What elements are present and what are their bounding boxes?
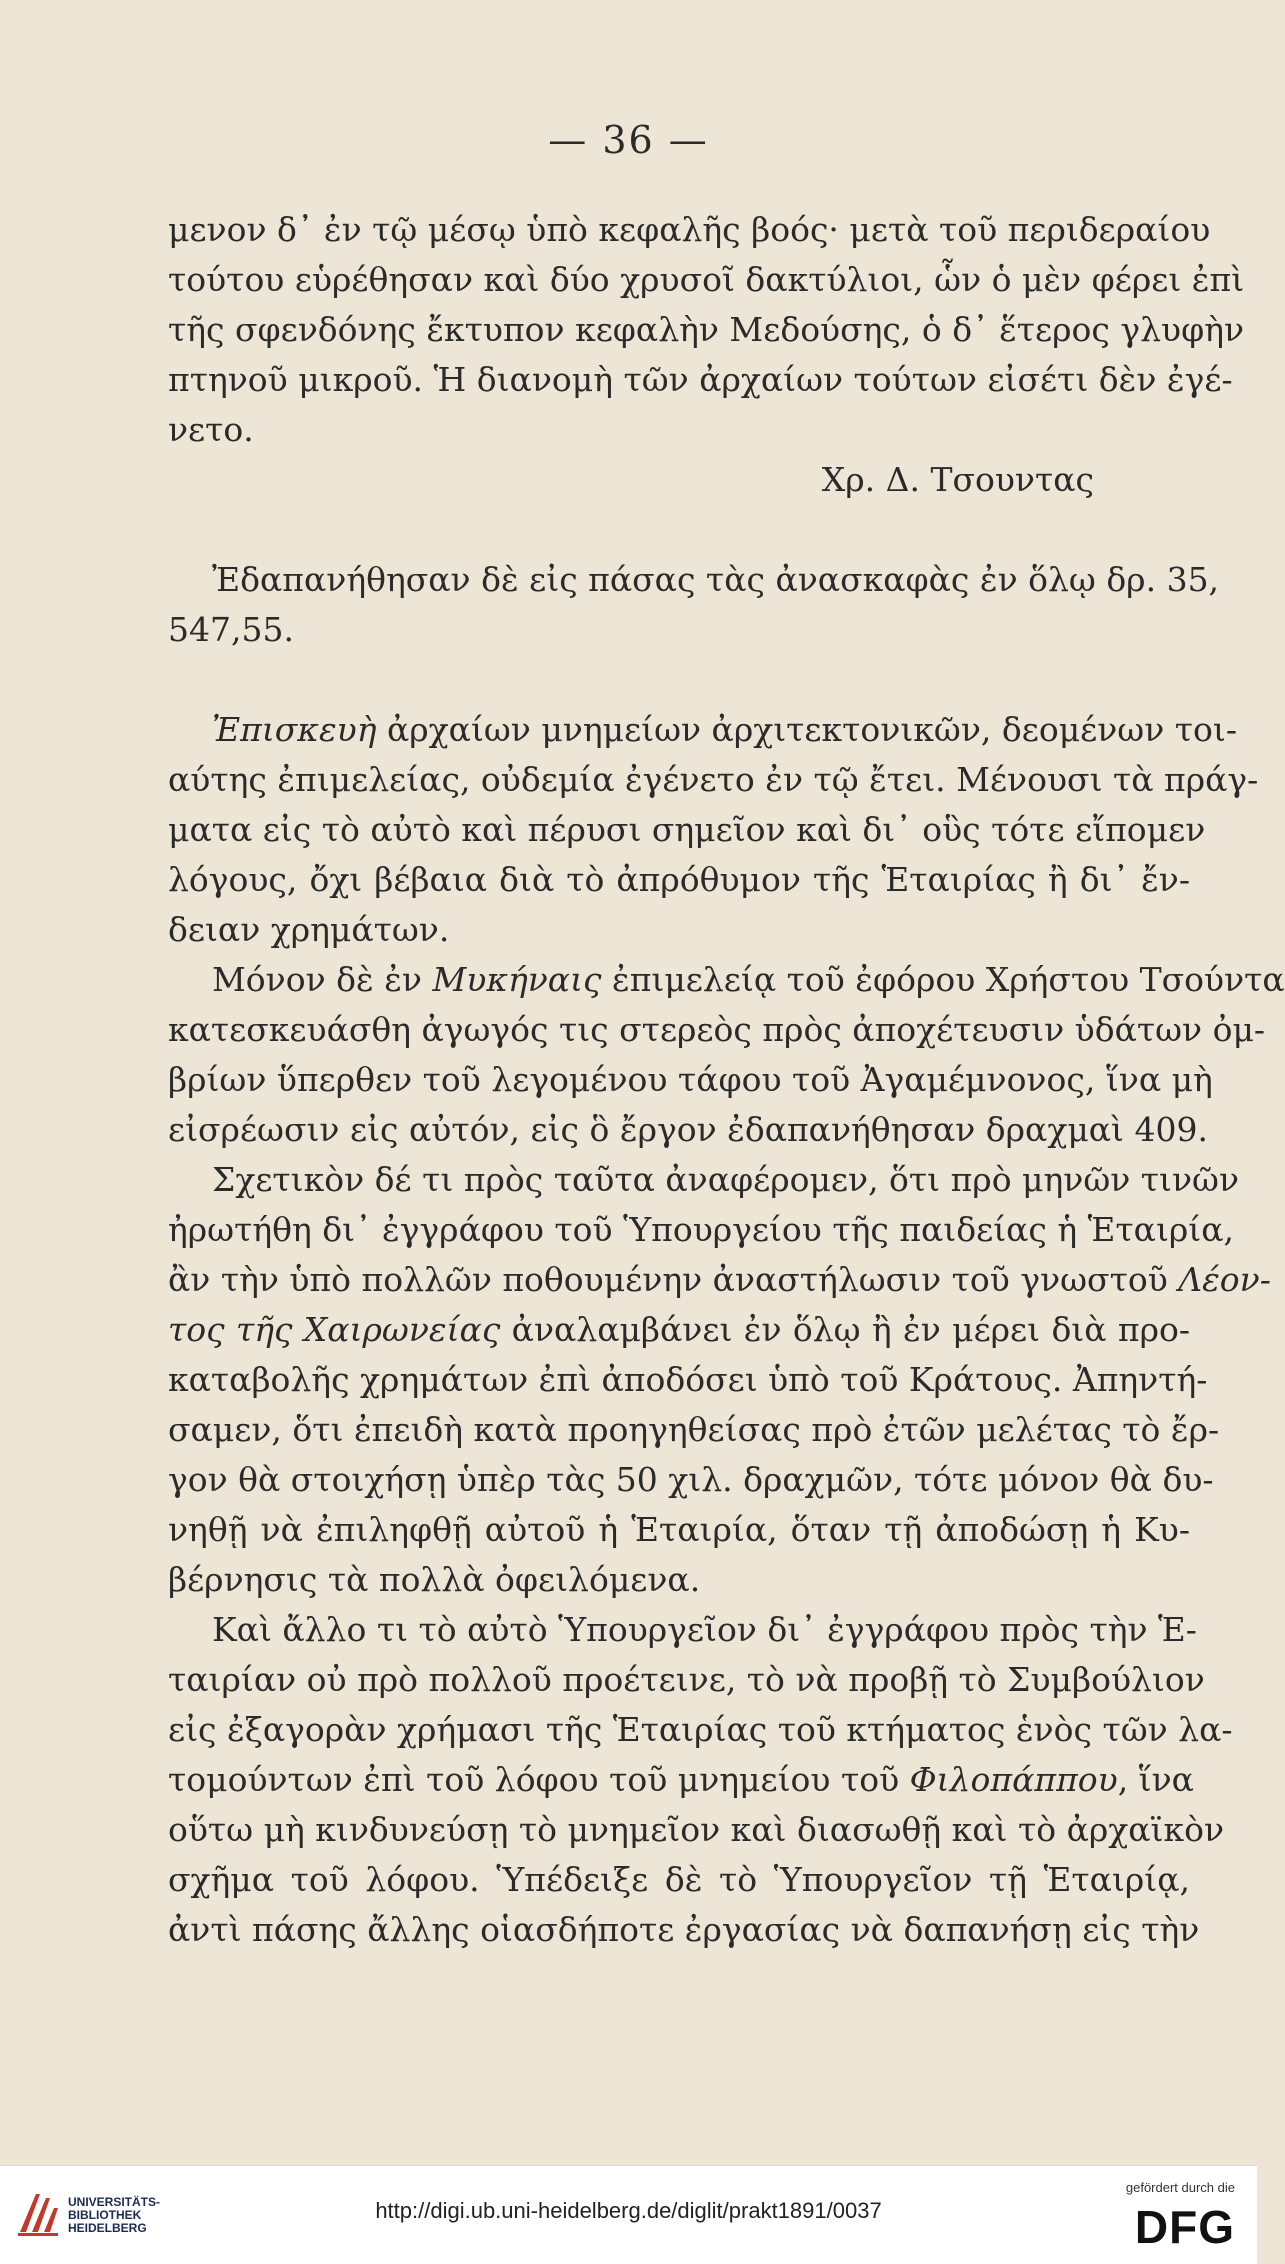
text-line: σαμεν, ὅτι ἐπειδὴ κατὰ προηγηθείσας πρὸ ἐτῶν μελέτας τὸ ἔρ- <box>168 1410 1220 1449</box>
text-line: πτηνοῦ μικροῦ. Ἡ διανομὴ τῶν ἀρχαίων τούτων εἰσέτι δὲν ἐγέ- <box>168 360 1233 399</box>
italic-term: τος τῆς Χαιρωνείας <box>168 1310 501 1349</box>
text-line: βρίων ὕπερθεν τοῦ λεγομένου τάφου τοῦ Ἀγαμέμνονος, ἵνα μὴ <box>168 1060 1213 1099</box>
text-line: μενον δ᾽ ἐν τῷ μέσῳ ὑπὸ κεφαλῆς βοός· μετὰ τοῦ περιδεραίου <box>168 210 1211 249</box>
italic-term: Λέον- <box>1178 1260 1271 1299</box>
text-line: λόγους, ὄχι βέβαια διὰ τὸ ἀπρόθυμον τῆς Ἑταιρίας ἢ δι᾽ ἔν- <box>168 860 1190 899</box>
text-line: ἀντὶ πάσης ἄλλης οἱασδήποτε ἐργασίας νὰ δαπανήσῃ εἰς τὴν <box>168 1910 1200 1949</box>
blank-line <box>168 505 1190 555</box>
text-run: ἀρχαίων μνημείων ἀρχιτεκτονικῶν, δεομένων τοι- <box>376 710 1237 749</box>
text-line: εἰς ἐξαγορὰν χρήμασι τῆς Ἑταιρίας τοῦ κτήματος ἑνὸς τῶν λα- <box>168 1710 1233 1749</box>
text-line: 547,55. <box>168 610 294 649</box>
source-url-link[interactable]: http://digi.ub.uni-heidelberg.de/diglit/prakt1891/0037 <box>375 2198 882 2223</box>
text-run: ἐπιμελείᾳ τοῦ ἐφόρου Χρήστου Τσούντα <box>601 960 1285 999</box>
text-line <box>168 955 1285 1005</box>
footer-bar <box>0 2165 1257 2264</box>
text-line <box>168 705 1237 755</box>
page-number: — 36 — <box>548 118 709 162</box>
institution-line: HEIDELBERG <box>68 2221 147 2235</box>
author-signature: Χρ. Δ. Τσουντας <box>821 460 1094 499</box>
blank-line <box>168 655 1190 705</box>
text-run: ἂν τὴν ὑπὸ πολλῶν ποθουμένην ἀναστήλωσιν τοῦ γνωστοῦ <box>168 1260 1179 1299</box>
text-line: καταβολῆς χρημάτων ἐπὶ ἀποδόσει ὑπὸ τοῦ Κράτους. Ἀπηντή- <box>168 1360 1208 1399</box>
text-line: δειαν χρημάτων. <box>168 910 450 949</box>
text-line: εἰσρέωσιν εἰς αὐτόν, εἰς ὃ ἔργον ἐδαπανήθησαν δραχμαὶ 409. <box>168 1110 1208 1149</box>
italic-term: Φιλοπάππου <box>909 1760 1118 1799</box>
text-run: Μόνον δὲ ἐν <box>212 960 433 999</box>
text-line: ἠρωτήθη δι᾽ ἐγγράφου τοῦ Ὑπουργείου τῆς παιδείας ἡ Ἑταιρία, <box>168 1210 1235 1249</box>
text-line: νετο. <box>168 410 254 449</box>
text-line <box>168 1305 1190 1355</box>
text-line: Σχετικὸν δέ τι πρὸς ταῦτα ἀναφέρομεν, ὅτι πρὸ μηνῶν τινῶν <box>212 1160 1240 1199</box>
text-run: ἀναλαμβάνει ἐν ὅλῳ ἢ ἐν μέρει διὰ προ- <box>500 1310 1190 1349</box>
text-line: τῆς σφενδόνης ἔκτυπον κεφαλὴν Μεδούσης, ὁ δ᾽ ἕτερος γλυφὴν <box>168 310 1245 349</box>
text-line: γον θὰ στοιχήσῃ ὑπὲρ τὰς 50 χιλ. δραχμῶν, τότε μόνον θὰ δυ- <box>168 1460 1214 1499</box>
funding-label: gefördert durch die <box>1125 2180 1235 2195</box>
italic-term: Μυκήναις <box>432 960 602 999</box>
text-line: ματα εἰς τὸ αὐτὸ καὶ πέρυσι σημεῖον καὶ δι᾽ οὓς τότε εἴπομεν <box>168 810 1206 849</box>
text-line: νηθῇ νὰ ἐπιληφθῇ αὐτοῦ ἡ Ἑταιρία, ὅταν τῇ ἀποδώσῃ ἡ Κυ- <box>168 1510 1190 1549</box>
text-line: τούτου εὑρέθησαν καὶ δύο χρυσοῖ δακτύλιοι, ὧν ὁ μὲν φέρει ἐπὶ <box>168 260 1245 299</box>
text-line <box>168 1755 1194 1805</box>
body-text <box>168 205 1285 1955</box>
institution-line: UNIVERSITÄTS- <box>68 2195 161 2209</box>
text-line: αύτης ἐπιμελείας, οὐδεμία ἐγένετο ἐν τῷ ἔτει. Μένουσι τὰ πράγ- <box>168 760 1259 799</box>
text-line: ταιρίαν οὐ πρὸ πολλοῦ προέτεινε, τὸ νὰ προβῇ τὸ Συμβούλιον <box>168 1660 1205 1699</box>
institution-line: BIBLIOTHEK <box>68 2208 142 2222</box>
dfg-logo: DFG <box>1134 2201 1235 2253</box>
text-line: Καὶ ἄλλο τι τὸ αὐτὸ Ὑπουργεῖον δι᾽ ἐγγράφου πρὸς τὴν Ἑ- <box>212 1610 1197 1649</box>
text-line: Ἐδαπανήθησαν δὲ εἰς πάσας τὰς ἀνασκαφὰς ἐν ὅλῳ δρ. 35, <box>212 560 1220 599</box>
text-line: βέρνησις τὰ πολλὰ ὀφειλόμενα. <box>168 1560 701 1599</box>
text-run: , ἵνα <box>1117 1760 1194 1799</box>
text-line: οὕτω μὴ κινδυνεύσῃ τὸ μνημεῖον καὶ διασωθῇ καὶ τὸ ἀρχαϊκὸν <box>168 1810 1225 1849</box>
italic-term: Ἐπισκευὴ <box>212 710 377 749</box>
text-line <box>168 1255 1271 1305</box>
text-line: σχῆμα τοῦ λόφου. Ὑπέδειξε δὲ τὸ Ὑπουργεῖον τῇ Ἑταιρίᾳ, <box>168 1860 1190 1899</box>
text-run: τομούντων ἐπὶ τοῦ λόφου τοῦ μνημείου τοῦ <box>168 1760 910 1799</box>
text-line: κατεσκευάσθη ἀγωγός τις στερεὸς πρὸς ἀποχέτευσιν ὑδάτων ὀμ- <box>168 1010 1266 1049</box>
